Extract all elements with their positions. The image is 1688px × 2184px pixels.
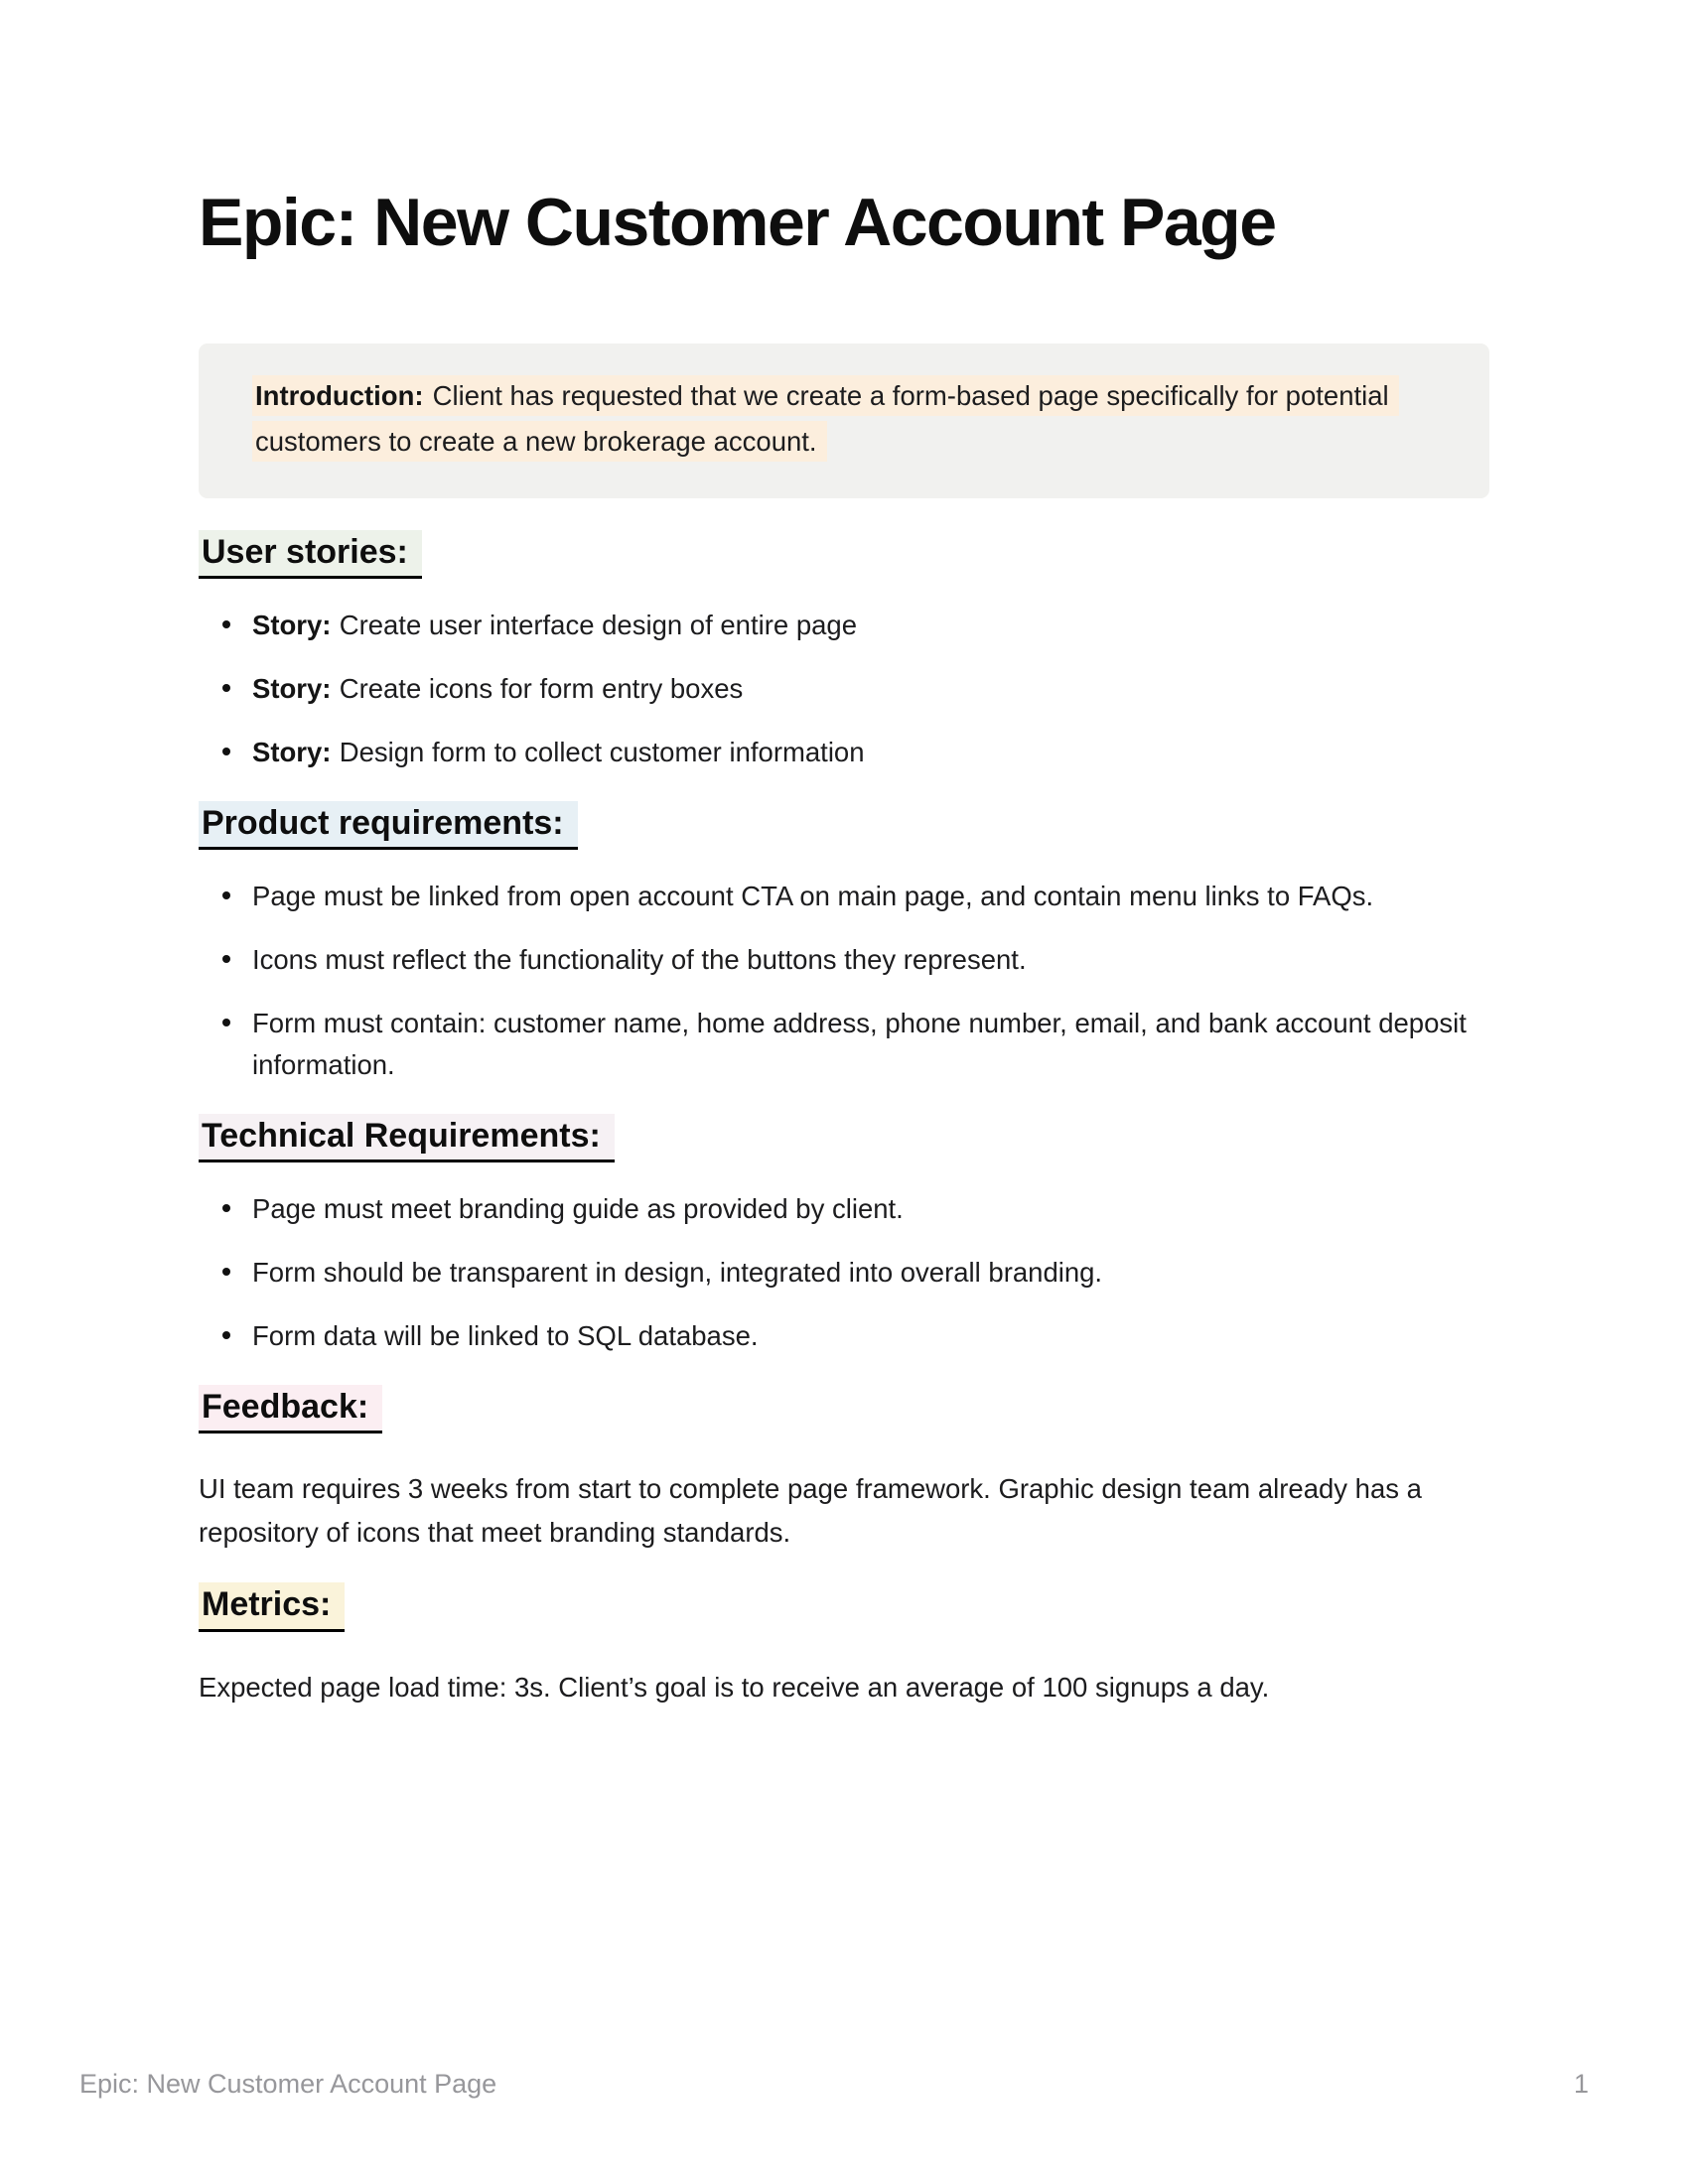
heading-text: Technical Requirements: [199, 1114, 615, 1162]
bullet-icon [222, 955, 230, 963]
bullet-icon [222, 620, 230, 628]
bullet-text: Page must be linked from open account CTA on main page, and contain menu links to FAQs. [252, 881, 1374, 912]
list-item [199, 939, 1484, 981]
bullet-icon [222, 684, 230, 692]
page-number: 1 [1573, 2069, 1589, 2099]
section-heading-metrics [199, 1582, 1489, 1631]
list-item [199, 876, 1484, 917]
bullet-text: Icons must reflect the functionality of the buttons they represent. [252, 944, 1027, 976]
intro-highlight [252, 375, 1399, 462]
bullet-text: Design form to collect customer information [339, 737, 865, 768]
bullet-icon [222, 1268, 230, 1276]
bullet-text: Form should be transparent in design, integrated into overall branding. [252, 1257, 1103, 1289]
bullet-text: Form must contain: customer name, home address, phone number, email, and bank account deposit information. [252, 1008, 1467, 1081]
user-stories-list [199, 605, 1489, 773]
list-item [199, 668, 1484, 710]
technical-requirements-list [199, 1188, 1489, 1357]
bullet-label: Story: [252, 737, 332, 768]
list-item [199, 1188, 1484, 1230]
bullet-icon [222, 891, 230, 899]
section-heading-user-stories [199, 530, 1489, 579]
heading-text: Feedback: [199, 1385, 382, 1433]
bullet-text: Create icons for form entry boxes [339, 673, 744, 705]
metrics-paragraph: Expected page load time: 3s. Client’s goal is to receive an average of 100 signups a day. [199, 1671, 1270, 1703]
list-item [199, 1315, 1484, 1357]
list-item [199, 1252, 1484, 1294]
bullet-label: Story: [252, 673, 332, 705]
footer-title: Epic: New Customer Account Page [79, 2069, 497, 2099]
intro-text [252, 373, 1414, 465]
page-footer [79, 2069, 1589, 2100]
list-item [199, 732, 1484, 773]
feedback-paragraph: UI team requires 3 weeks from start to complete page framework. Graphic design team already has a repository of icons that meet branding standards. [199, 1473, 1422, 1549]
bullet-icon [222, 1331, 230, 1339]
heading-text: User stories: [199, 530, 422, 579]
page-title: Epic: New Customer Account Page [199, 185, 1276, 260]
list-item [199, 605, 1484, 646]
intro-label: Introduction: [255, 380, 424, 411]
section-heading-feedback [199, 1385, 1489, 1433]
product-requirements-list [199, 876, 1489, 1086]
bullet-icon [222, 1204, 230, 1212]
bullet-text: Page must meet branding guide as provided by client. [252, 1193, 904, 1225]
section-heading-technical-requirements [199, 1114, 1489, 1162]
heading-text: Product requirements: [199, 801, 578, 850]
intro-body: Client has requested that we create a form-based page specifically for potential customers to create a new brokerage account. [255, 380, 1389, 457]
list-item [199, 1003, 1484, 1086]
intro-callout-box [199, 343, 1489, 498]
heading-text: Metrics: [199, 1582, 345, 1631]
bullet-label: Story: [252, 610, 332, 641]
bullet-text: Form data will be linked to SQL database. [252, 1320, 759, 1352]
bullet-text: Create user interface design of entire page [339, 610, 857, 641]
bullet-icon [222, 748, 230, 755]
bullet-icon [222, 1019, 230, 1026]
section-heading-product-requirements [199, 801, 1489, 850]
